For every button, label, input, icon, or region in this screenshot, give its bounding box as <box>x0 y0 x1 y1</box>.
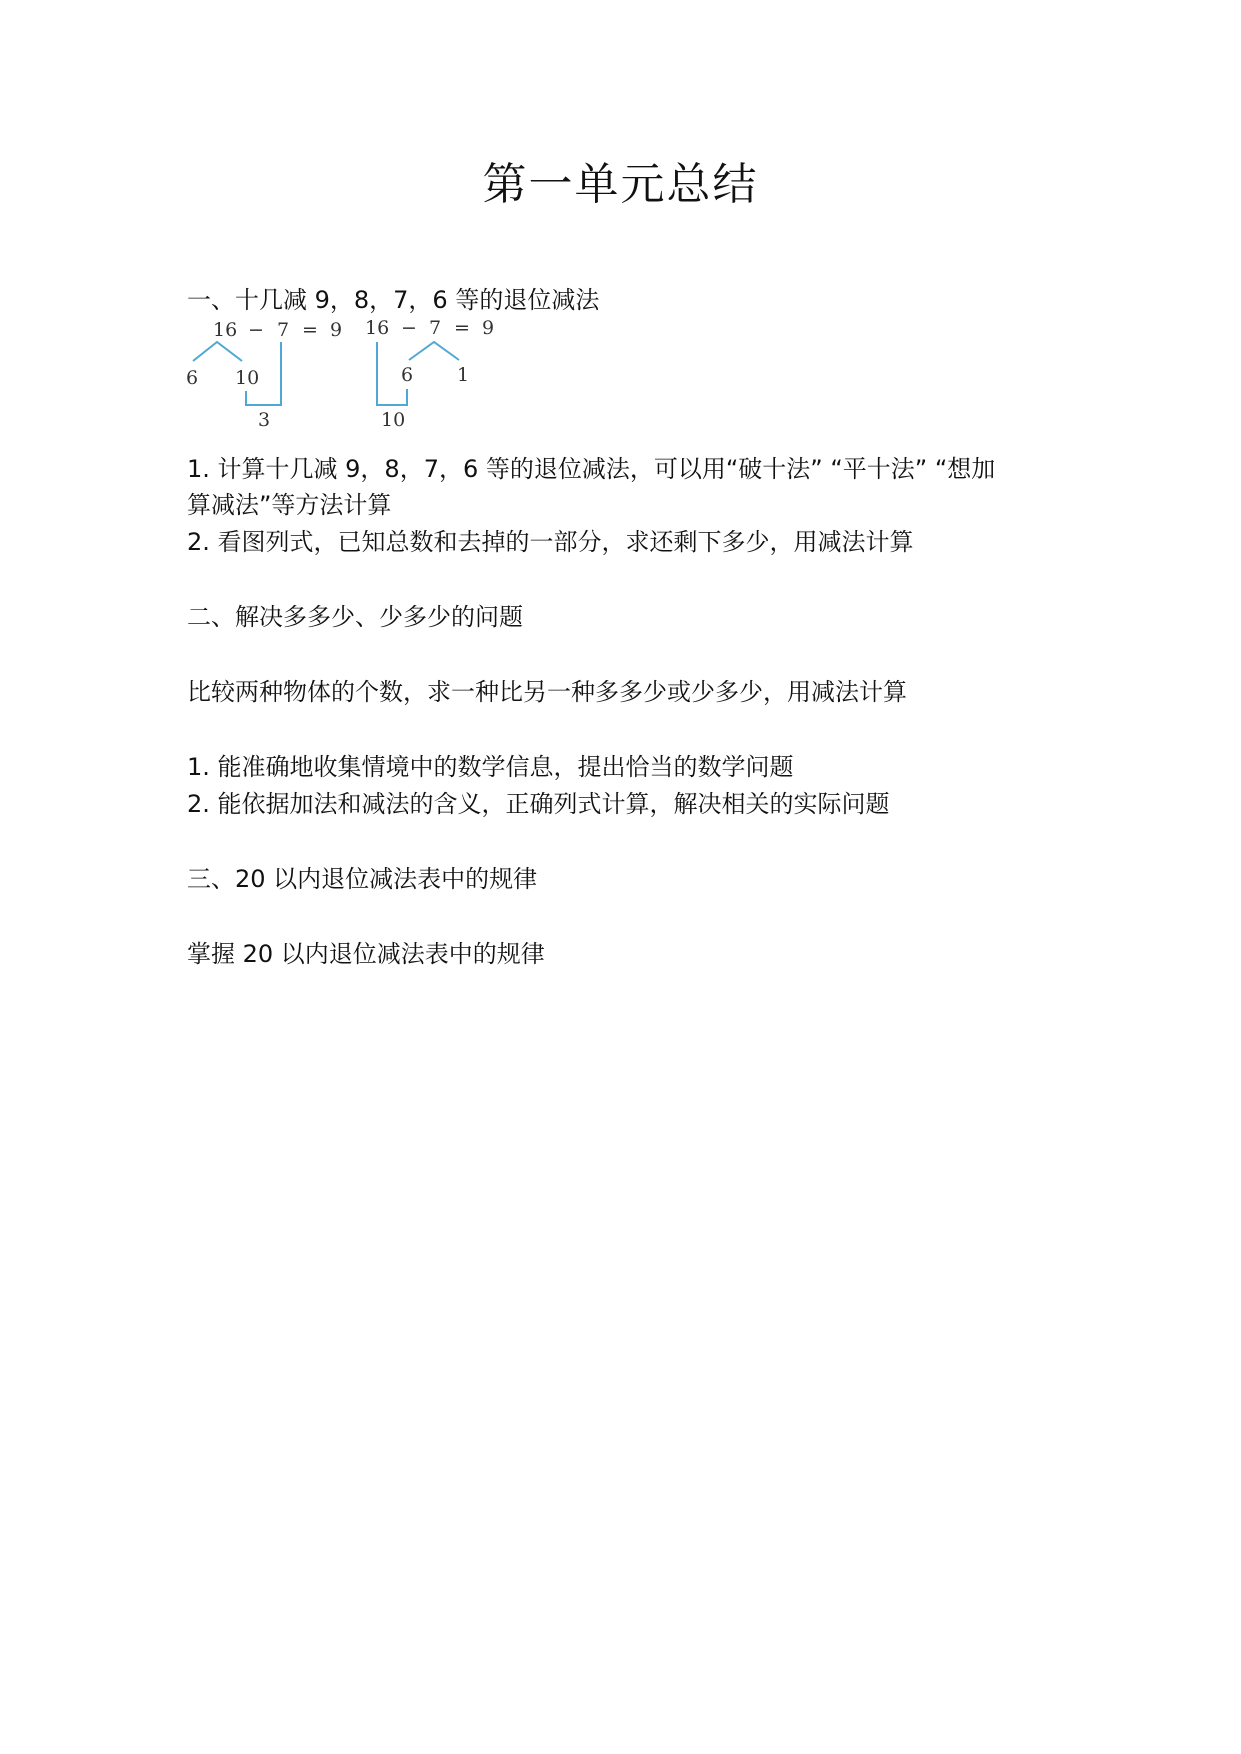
section1-point1-line1: 1. 计算十几减 9，8，7，6 等的退位减法，可以用“破十法” “平十法” “想加 <box>187 455 996 483</box>
right-eq-minus: − <box>401 317 417 339</box>
left-eq-subtrahend: 7 <box>277 319 290 341</box>
right-split-b: 1 <box>457 364 470 386</box>
right-eq-minuend: 16 <box>365 317 390 339</box>
section2-intro: 比较两种物体的个数，求一种比另一种多多少或少多少，用减法计算 <box>187 678 907 706</box>
left-eq-equals: = <box>302 319 318 341</box>
section2-heading: 二、解决多多少、少多少的问题 <box>187 603 523 631</box>
right-eq-result: 9 <box>482 317 495 339</box>
right-split-a: 6 <box>401 364 414 386</box>
subtraction-diagram <box>180 315 520 434</box>
right-split-lines <box>409 342 459 360</box>
left-split-a: 6 <box>186 367 199 389</box>
left-eq-result: 9 <box>330 319 343 341</box>
section2-point1: 1. 能准确地收集情境中的数学信息，提出恰当的数学问题 <box>187 753 794 781</box>
left-eq-minuend: 16 <box>213 319 238 341</box>
left-result: 3 <box>258 409 271 430</box>
section1-point2: 2. 看图列式，已知总数和去掉的一部分，求还剩下多少，用减法计算 <box>187 528 914 556</box>
right-result: 10 <box>381 409 406 430</box>
section3-body: 掌握 20 以内退位减法表中的规律 <box>187 940 545 968</box>
section1-point1-line2: 算减法”等方法计算 <box>187 491 392 519</box>
left-eq-minus: − <box>248 319 264 341</box>
right-eq-subtrahend: 7 <box>429 317 442 339</box>
page-title: 第一单元总结 <box>482 159 759 210</box>
left-split-lines <box>193 342 242 361</box>
right-eq-equals: = <box>454 317 470 339</box>
section2-point2: 2. 能依据加法和减法的含义，正确列式计算，解决相关的实际问题 <box>187 790 890 818</box>
section3-heading: 三、20 以内退位减法表中的规律 <box>187 865 538 893</box>
section1-heading: 一、十几减 9，8，7，6 等的退位减法 <box>187 286 600 314</box>
subtraction-diagram-svg <box>180 315 520 430</box>
left-split-b: 10 <box>235 367 260 389</box>
